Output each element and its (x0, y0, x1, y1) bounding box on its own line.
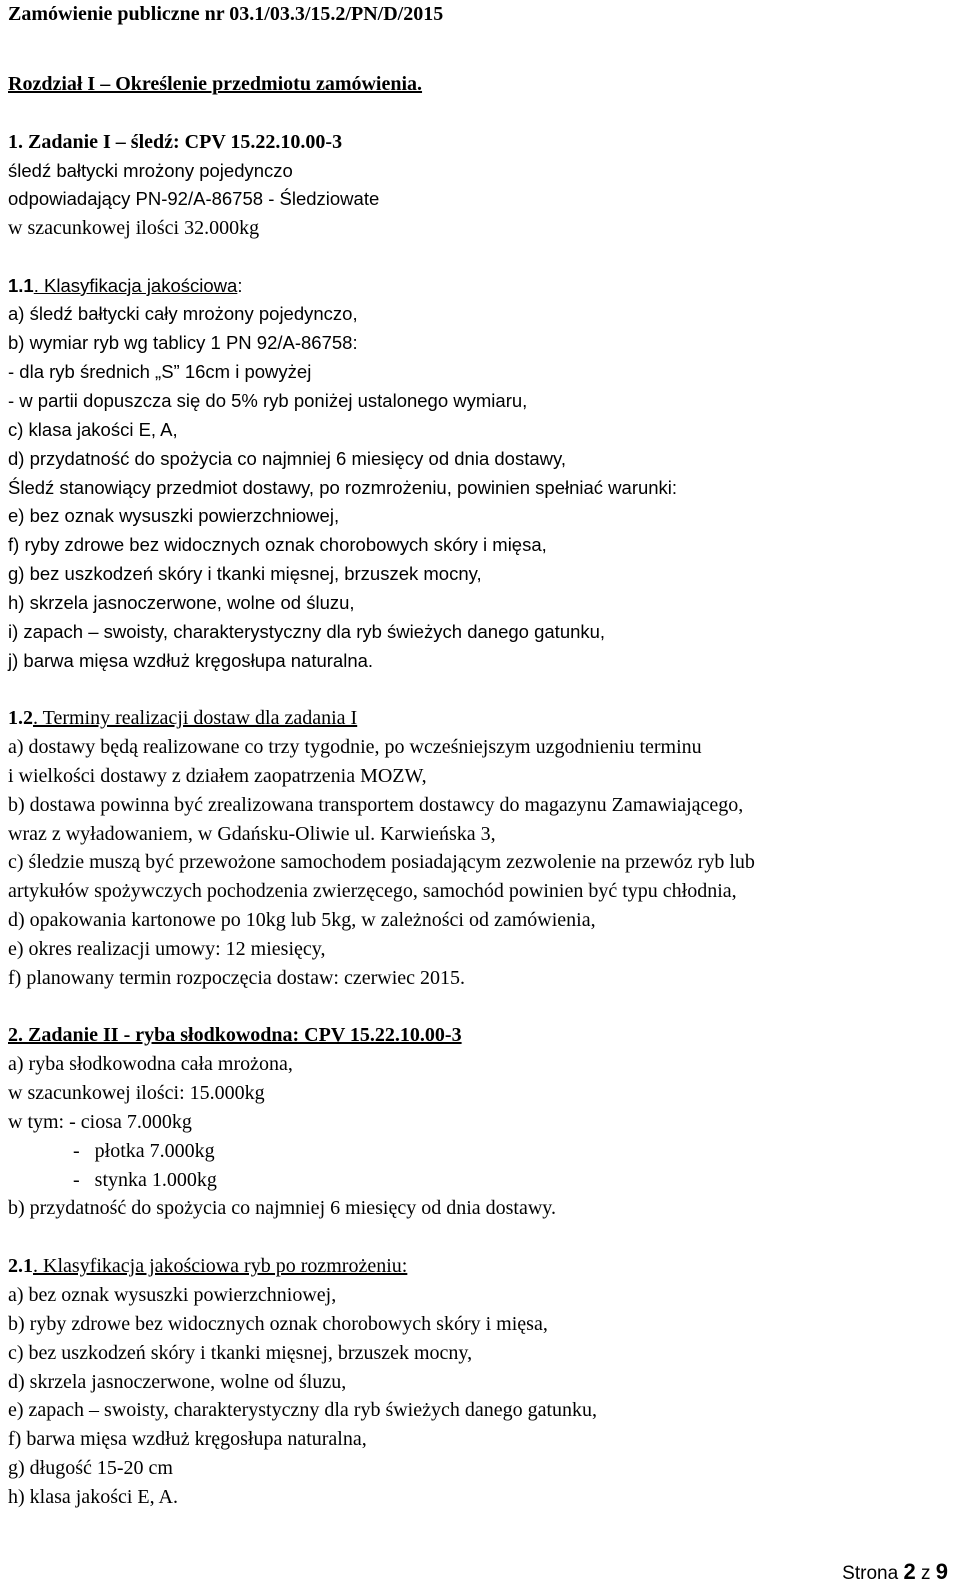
list-item: a) ryba słodkowodna cała mrożona, (8, 1053, 293, 1075)
list-item: wraz z wyładowaniem, w Gdańsku-Oliwie ul. Karwieńska 3, (8, 823, 496, 845)
page-footer (842, 1559, 948, 1585)
list-item: b) wymiar ryb wg tablicy 1 PN 92/A-86758: (8, 332, 358, 353)
list-item: - dla ryb średnich „S” 16cm i powyżej (8, 361, 312, 382)
list-item: d) skrzela jasnoczerwone, wolne od śluzu, (8, 1371, 347, 1393)
list-item: e) bez oznak wysuszki powierzchniowej, (8, 505, 340, 526)
list-item: e) zapach – swoisty, charakterystyczny dla ryb świeżych danego gatunku, (8, 1399, 598, 1421)
list-item: - stynka 1.000kg (8, 1169, 217, 1191)
section-2-1-heading (8, 1254, 407, 1278)
list-item: - płotka 7.000kg (8, 1140, 215, 1162)
section-number: 1.1 (8, 275, 34, 296)
task1-title: 1. Zadanie I – śledź: CPV 15.22.10.00-3 (8, 131, 343, 153)
list-item: Śledź stanowiący przedmiot dostawy, po rozmrożeniu, powinien spełniać warunki: (8, 477, 678, 498)
section-number: 1.2 (8, 707, 33, 729)
list-item: a) śledź bałtycki cały mrożony pojedynczo, (8, 303, 358, 324)
section-title: . Klasyfikacja jakościowa ryb po rozmrożeniu: (33, 1255, 408, 1277)
section-colon: : (237, 275, 243, 296)
list-item: c) klasa jakości E, A, (8, 419, 178, 440)
page-separator: z (915, 1563, 936, 1584)
list-item: i) zapach – swoisty, charakterystyczny dla ryb świeżych danego gatunku, (8, 621, 606, 642)
page-total: 9 (935, 1559, 948, 1584)
list-item: f) ryby zdrowe bez widocznych oznak chorobowych skóry i mięsa, (8, 534, 547, 555)
list-item: g) długość 15-20 cm (8, 1457, 173, 1479)
list-item: artykułów spożywczych pochodzenia zwierzęcego, samochód powinien być typu chłodnia, (8, 880, 737, 902)
list-item: b) dostawa powinna być zrealizowana transportem dostawcy do magazynu Zamawiającego, (8, 794, 744, 816)
list-item: a) bez oznak wysuszki powierzchniowej, (8, 1284, 337, 1306)
list-item: f) planowany termin rozpoczęcia dostaw: czerwiec 2015. (8, 967, 466, 989)
section-1-1-heading (8, 274, 242, 298)
list-item: g) bez uszkodzeń skóry i tkanki mięsnej, brzuszek mocny, (8, 563, 482, 584)
list-item: i wielkości dostawy z działem zaopatrzenia MOZW, (8, 765, 427, 787)
list-item: h) skrzela jasnoczerwone, wolne od śluzu, (8, 592, 355, 613)
list-item: w tym: - ciosa 7.000kg (8, 1111, 192, 1133)
list-item: c) śledzie muszą być przewożone samochodem posiadającym zezwolenie na przewóz ryb lub (8, 851, 755, 873)
document-header: Zamówienie publiczne nr 03.1/03.3/15.2/PN/D/2015 (8, 3, 444, 25)
list-item: e) okres realizacji umowy: 12 miesięcy, (8, 938, 326, 960)
page-number: 2 (903, 1559, 916, 1584)
list-item: d) opakowania kartonowe po 10kg lub 5kg, w zależności od zamówienia, (8, 909, 596, 931)
list-item: b) przydatność do spożycia co najmniej 6 miesięcy od dnia dostawy. (8, 1197, 556, 1219)
list-item: c) bez uszkodzeń skóry i tkanki mięsnej, brzuszek mocny, (8, 1342, 473, 1364)
list-item: h) klasa jakości E, A. (8, 1486, 178, 1508)
section-1-2-heading (8, 706, 357, 730)
section-title: . Terminy realizacji dostaw dla zadania I (33, 707, 358, 729)
task1-line: odpowiadający PN-92/A-86758 - Śledziowate (8, 188, 380, 209)
list-item: w szacunkowej ilości: 15.000kg (8, 1082, 265, 1104)
list-item: b) ryby zdrowe bez widocznych oznak chorobowych skóry i mięsa, (8, 1313, 548, 1335)
list-item: f) barwa mięsa wzdłuż kręgosłupa naturalna, (8, 1428, 367, 1450)
task1-line: śledź bałtycki mrożony pojedynczo (8, 160, 293, 181)
list-item: a) dostawy będą realizowane co trzy tygodnie, po wcześniejszym uzgodnieniu terminu (8, 736, 702, 758)
section-title: . Klasyfikacja jakościowa (33, 275, 238, 296)
list-item: j) barwa mięsa wzdłuż kręgosłupa naturalna. (8, 650, 374, 671)
list-item: d) przydatność do spożycia co najmniej 6 miesięcy od dnia dostawy, (8, 448, 567, 469)
list-item: - w partii dopuszcza się do 5% ryb poniżej ustalonego wymiaru, (8, 390, 528, 411)
task1-line: w szacunkowej ilości 32.000kg (8, 217, 260, 239)
page-label: Strona (842, 1563, 904, 1584)
task2-title: 2. Zadanie II - ryba słodkowodna: CPV 15.22.10.00-3 (8, 1024, 462, 1046)
chapter-title: Rozdział I – Określenie przedmiotu zamówienia. (8, 73, 423, 95)
section-number: 2.1 (8, 1255, 33, 1277)
